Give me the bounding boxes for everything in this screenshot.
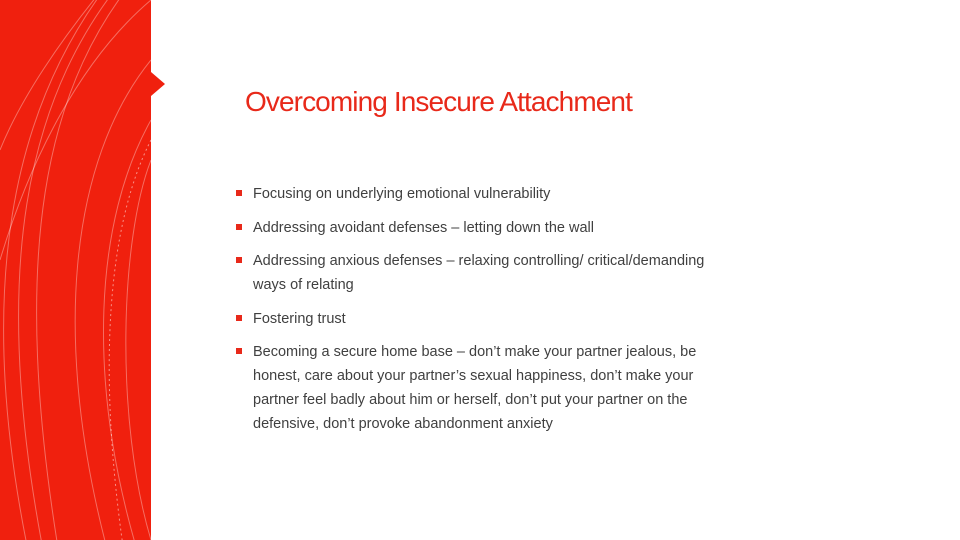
decorative-arrow-tip bbox=[151, 72, 165, 96]
bullet-text: Addressing anxious defenses – relaxing controlling/ critical/demanding ways of relating bbox=[253, 253, 705, 293]
slide-title: Overcoming Insecure Attachment bbox=[245, 86, 632, 117]
bullet-text: Fostering trust bbox=[253, 310, 346, 327]
decorative-side-panel bbox=[0, 0, 151, 540]
bullet-list bbox=[236, 182, 716, 446]
square-bullet-icon bbox=[236, 190, 242, 196]
bullet-item bbox=[236, 340, 716, 436]
square-bullet-icon bbox=[236, 257, 242, 263]
bullet-item bbox=[236, 307, 716, 331]
bullet-text: Focusing on underlying emotional vulnerability bbox=[253, 186, 551, 202]
bullet-text: Addressing avoidant defenses – letting down the wall bbox=[253, 219, 594, 236]
bullet-item bbox=[236, 216, 716, 240]
bullet-text: Becoming a secure home base – don’t make your partner jealous, be honest, care about your partner’s sexual happiness, don’t make your partner feel badly about him or herself, don’t put your partner on the defensive, don’t provoke abandonment anxiety bbox=[253, 344, 697, 432]
bullet-item bbox=[236, 249, 716, 297]
square-bullet-icon bbox=[236, 315, 242, 321]
square-bullet-icon bbox=[236, 224, 242, 230]
decorative-arcs bbox=[0, 0, 151, 540]
bullet-item bbox=[236, 182, 716, 206]
square-bullet-icon bbox=[236, 348, 242, 354]
